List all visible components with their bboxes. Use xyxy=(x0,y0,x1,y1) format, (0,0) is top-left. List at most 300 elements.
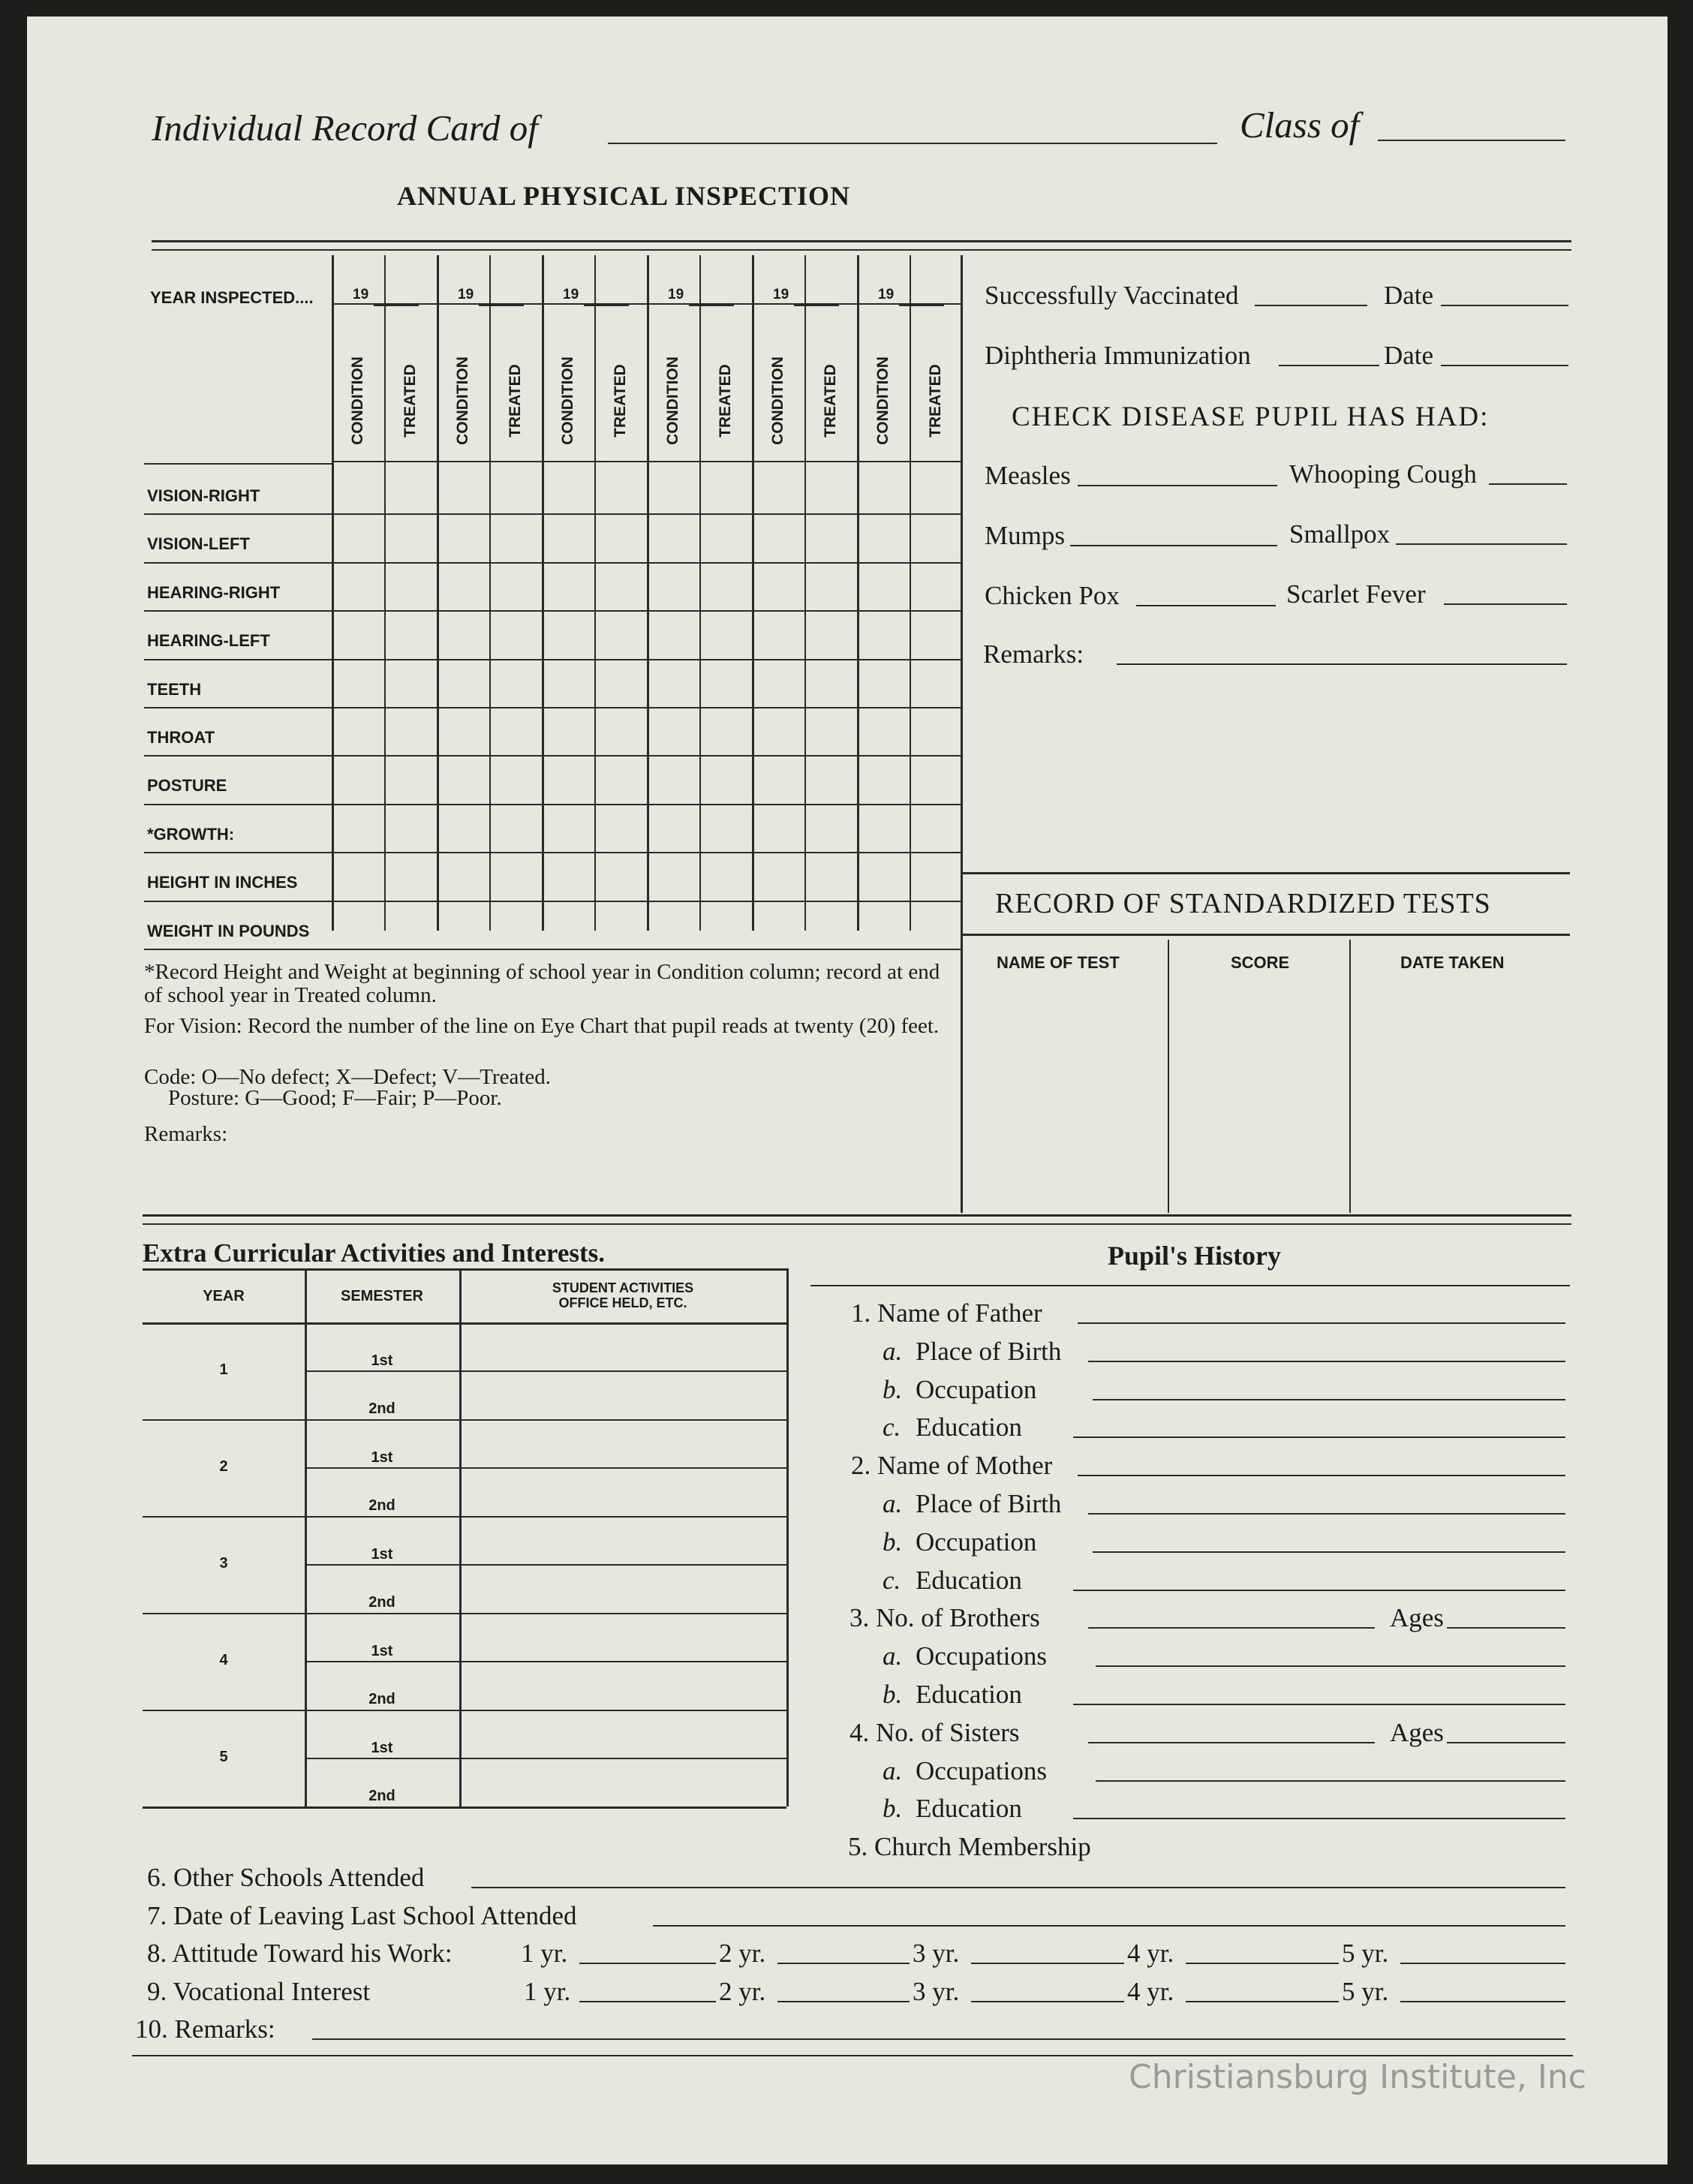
measles-blank[interactable] xyxy=(1078,485,1277,486)
inspection-cell[interactable] xyxy=(386,759,435,801)
inspection-cell[interactable] xyxy=(334,759,382,801)
vocational-yr-blank[interactable] xyxy=(579,2001,716,2002)
diphtheria-date-blank[interactable] xyxy=(1441,365,1568,366)
activities-year-number: 1 xyxy=(219,1361,228,1378)
mid-double-rule xyxy=(143,1214,1571,1217)
inspection-cell[interactable] xyxy=(597,759,645,801)
inspection-cell[interactable] xyxy=(439,566,487,608)
inspection-cell[interactable] xyxy=(754,614,802,656)
date-leaving-label: 7. Date of Leaving Last School Attended xyxy=(147,1900,577,1930)
activities-year-divider xyxy=(305,1268,307,1806)
brothers-education-blank[interactable] xyxy=(1073,1704,1565,1705)
inspection-cell[interactable] xyxy=(544,856,592,898)
inspection-cell[interactable] xyxy=(492,566,540,608)
year-blank[interactable] xyxy=(794,305,839,306)
attitude-label: 8. Attitude Toward his Work: xyxy=(147,1939,453,1968)
attitude-yr-label: 5 yr. xyxy=(1342,1939,1389,1968)
inspection-cell[interactable] xyxy=(649,614,697,656)
vocational-yr-blank[interactable] xyxy=(1186,2001,1339,2002)
mother-occupation-marker: b. xyxy=(883,1527,903,1557)
father-education-label: Education xyxy=(916,1412,1022,1442)
treated-column-divider xyxy=(594,255,596,931)
year-blank[interactable] xyxy=(689,305,734,306)
code-line: Code: O—No defect; X—Defect; V—Treated. xyxy=(144,1065,552,1089)
semester-2nd: 2nd xyxy=(368,1497,395,1514)
semester-rule xyxy=(305,1661,786,1662)
scarlet-fever-blank[interactable] xyxy=(1444,603,1567,605)
diphtheria-blank[interactable] xyxy=(1279,365,1379,366)
year-inspected-label: YEAR INSPECTED.... xyxy=(150,288,314,307)
inspection-cell[interactable] xyxy=(492,808,540,850)
sisters-label: 4. No. of Sisters xyxy=(850,1718,1020,1747)
inspection-cell[interactable] xyxy=(859,566,907,608)
immunization-remarks-label: Remarks: xyxy=(983,639,1084,669)
activities-year-number: 5 xyxy=(219,1749,228,1765)
scarlet-fever-label: Scarlet Fever xyxy=(1286,579,1426,609)
inspection-cell[interactable] xyxy=(334,711,382,753)
father-education-marker: c. xyxy=(883,1412,901,1442)
year-blank[interactable] xyxy=(479,305,524,306)
mumps-blank[interactable] xyxy=(1070,545,1277,546)
inspection-row-rule xyxy=(144,949,961,950)
header-bottom-rule xyxy=(332,461,961,462)
activity-cell-1st[interactable] xyxy=(462,1422,783,1464)
inspection-row-label: TEETH xyxy=(147,679,202,699)
inspection-row-label: WEIGHT IN POUNDS xyxy=(147,921,310,940)
semester-1st: 1st xyxy=(371,1352,393,1369)
inspection-cell[interactable] xyxy=(544,469,592,511)
inspection-remarks-label: Remarks: xyxy=(144,1122,228,1146)
inspection-cell[interactable] xyxy=(702,711,750,753)
treated-column-divider xyxy=(910,255,911,931)
inspection-cell[interactable] xyxy=(386,517,435,559)
posture-line: Posture: G—Good; F—Fair; P—Poor. xyxy=(168,1086,502,1110)
year-prefix: 19 xyxy=(563,287,579,302)
year-rule xyxy=(143,1613,786,1614)
inspection-cell[interactable] xyxy=(912,711,958,753)
inspection-cell[interactable] xyxy=(544,711,592,753)
attitude-yr-label: 4 yr. xyxy=(1127,1939,1174,1968)
treated-column-divider xyxy=(804,255,806,931)
inspection-cell[interactable] xyxy=(912,469,958,511)
final-remarks-blank[interactable] xyxy=(312,2038,1565,2040)
treated-header: TREATED xyxy=(401,364,419,438)
inspection-cell[interactable] xyxy=(807,711,855,753)
inspection-cell[interactable] xyxy=(492,711,540,753)
inspection-cell[interactable] xyxy=(859,614,907,656)
vocational-label: 9. Vocational Interest xyxy=(147,1977,371,2006)
brothers-ages-blank[interactable] xyxy=(1447,1627,1565,1629)
center-divider xyxy=(961,255,963,1213)
inspection-row-rule xyxy=(144,804,961,805)
treated-header: TREATED xyxy=(927,364,944,438)
inspection-row-rule xyxy=(144,707,961,708)
condition-header: CONDITION xyxy=(349,356,366,445)
tests-col-date: DATE TAKEN xyxy=(1400,953,1505,972)
inspection-cell[interactable] xyxy=(334,517,382,559)
activities-header-rule xyxy=(143,1322,786,1325)
inspection-cell[interactable] xyxy=(859,904,907,946)
inspection-cell[interactable] xyxy=(439,856,487,898)
inspection-cell[interactable] xyxy=(439,904,487,946)
treated-column-divider xyxy=(489,255,491,931)
chicken-pox-blank[interactable] xyxy=(1136,605,1276,606)
father-birth-blank[interactable] xyxy=(1088,1361,1565,1362)
inspection-cell[interactable] xyxy=(807,663,855,705)
inspection-cell[interactable] xyxy=(702,469,750,511)
inspection-row-label: HEARING-LEFT xyxy=(147,631,270,651)
sisters-education-blank[interactable] xyxy=(1073,1818,1565,1819)
inspection-cell[interactable] xyxy=(702,759,750,801)
inspection-cell[interactable] xyxy=(702,566,750,608)
tests-col-name: NAME OF TEST xyxy=(997,953,1120,972)
inspection-cell[interactable] xyxy=(807,469,855,511)
inspection-cell[interactable] xyxy=(439,469,487,511)
inspection-cell[interactable] xyxy=(386,808,435,850)
inspection-cell[interactable] xyxy=(597,663,645,705)
tests-col-divider-2 xyxy=(1349,940,1351,1213)
mother-occupation-blank[interactable] xyxy=(1093,1551,1565,1553)
brothers-count-blank[interactable] xyxy=(1088,1627,1375,1629)
condition-header: CONDITION xyxy=(454,356,471,445)
record-card-label: Individual Record Card of xyxy=(152,107,538,149)
inspection-cell[interactable] xyxy=(334,856,382,898)
vocational-yr-blank[interactable] xyxy=(971,2001,1124,2002)
sisters-occupations-label: Occupations xyxy=(916,1756,1047,1785)
condition-header: CONDITION xyxy=(664,356,681,445)
inspection-cell[interactable] xyxy=(649,663,697,705)
activity-cell-2nd[interactable] xyxy=(462,1664,783,1706)
year-prefix: 19 xyxy=(773,287,789,302)
vocational-yr-label: 2 yr. xyxy=(719,1977,766,2006)
inspection-cell[interactable] xyxy=(754,566,802,608)
inspection-cell[interactable] xyxy=(807,856,855,898)
inspection-row-rule xyxy=(144,659,961,660)
inspection-cell[interactable] xyxy=(702,904,750,946)
inspection-row-label: *GROWTH: xyxy=(147,824,235,844)
semester-rule xyxy=(305,1758,786,1759)
brothers-occupations-marker: a. xyxy=(883,1641,903,1671)
sisters-occupations-blank[interactable] xyxy=(1096,1780,1565,1782)
inspection-cell[interactable] xyxy=(544,904,592,946)
inspection-cell[interactable] xyxy=(386,469,435,511)
inspection-cell[interactable] xyxy=(544,517,592,559)
inspection-cell[interactable] xyxy=(912,566,958,608)
sisters-occupations-marker: a. xyxy=(883,1756,903,1785)
inspection-cell[interactable] xyxy=(649,856,697,898)
activities-year-number: 2 xyxy=(219,1458,228,1475)
inspection-cell[interactable] xyxy=(439,808,487,850)
activities-heading: Extra Curricular Activities and Interests. xyxy=(143,1238,606,1268)
activity-cell-1st[interactable] xyxy=(462,1616,783,1658)
inspection-cell[interactable] xyxy=(597,614,645,656)
whooping-cough-blank[interactable] xyxy=(1489,483,1567,485)
immunization-remarks-blank[interactable] xyxy=(1117,663,1567,665)
father-blank[interactable] xyxy=(1078,1322,1565,1324)
date-leaving-blank[interactable] xyxy=(653,1925,1565,1927)
inspection-cell[interactable] xyxy=(334,663,382,705)
activities-col-student: STUDENT ACTIVITIES xyxy=(552,1280,694,1295)
inspection-cell[interactable] xyxy=(912,759,958,801)
inspection-cell[interactable] xyxy=(807,614,855,656)
inspection-cell[interactable] xyxy=(912,808,958,850)
inspection-row-rule xyxy=(144,562,961,564)
activity-cell-1st[interactable] xyxy=(462,1325,783,1367)
inspection-cell[interactable] xyxy=(649,904,697,946)
year-rule xyxy=(143,1419,786,1421)
activity-cell-1st[interactable] xyxy=(462,1713,783,1755)
inspection-cell[interactable] xyxy=(859,808,907,850)
inspection-cell[interactable] xyxy=(544,566,592,608)
father-birth-marker: a. xyxy=(883,1337,903,1366)
activity-cell-2nd[interactable] xyxy=(462,1470,783,1512)
vaccinated-date-label: Date xyxy=(1384,281,1434,310)
inspection-cell[interactable] xyxy=(912,614,958,656)
inspection-cell[interactable] xyxy=(754,711,802,753)
condition-header: CONDITION xyxy=(769,356,786,445)
vocational-yr-blank[interactable] xyxy=(1400,2001,1565,2002)
inspection-cell[interactable] xyxy=(439,759,487,801)
inspection-cell[interactable] xyxy=(544,614,592,656)
other-schools-label: 6. Other Schools Attended xyxy=(147,1863,425,1892)
brothers-label: 3. No. of Brothers xyxy=(850,1603,1040,1632)
inspection-cell[interactable] xyxy=(912,517,958,559)
inspection-cell[interactable] xyxy=(754,808,802,850)
vocational-yr-blank[interactable] xyxy=(777,2001,910,2002)
inspection-cell[interactable] xyxy=(859,517,907,559)
inspection-cell[interactable] xyxy=(859,759,907,801)
activities-col-semester: SEMESTER xyxy=(340,1288,424,1304)
inspection-cell[interactable] xyxy=(807,517,855,559)
attitude-yr-blank[interactable] xyxy=(579,1963,716,1964)
brothers-occupations-blank[interactable] xyxy=(1096,1665,1565,1667)
semester-1st: 1st xyxy=(371,1449,393,1466)
inspection-cell[interactable] xyxy=(649,469,697,511)
activities-year-number: 4 xyxy=(219,1652,228,1668)
inspection-cell[interactable] xyxy=(597,469,645,511)
inspection-cell[interactable] xyxy=(492,904,540,946)
father-occupation-label: Occupation xyxy=(916,1375,1037,1404)
inspection-cell[interactable] xyxy=(386,904,435,946)
father-occupation-blank[interactable] xyxy=(1093,1399,1565,1400)
inspection-row-rule xyxy=(144,610,961,612)
inspection-cell[interactable] xyxy=(334,566,382,608)
attitude-yr-blank[interactable] xyxy=(1400,1963,1565,1964)
inspection-cell[interactable] xyxy=(334,808,382,850)
inspection-cell[interactable] xyxy=(386,663,435,705)
inspection-cell[interactable] xyxy=(334,614,382,656)
activity-cell-2nd[interactable] xyxy=(462,1373,783,1415)
inspection-cell[interactable] xyxy=(334,469,382,511)
church-label: 5. Church Membership xyxy=(848,1832,1091,1861)
activities-top-rule xyxy=(143,1268,786,1271)
growth-note: *Record Height and Weight at beginning of school year in Condition column; record at end of school year in Treated column. xyxy=(144,960,940,1007)
inspection-cell[interactable] xyxy=(439,517,487,559)
diphtheria-label: Diphtheria Immunization xyxy=(985,341,1251,370)
inspection-cell[interactable] xyxy=(439,614,487,656)
inspection-cell[interactable] xyxy=(754,759,802,801)
vocational-yr-label: 5 yr. xyxy=(1342,1977,1389,2006)
inspection-cell[interactable] xyxy=(492,663,540,705)
inspection-cell[interactable] xyxy=(492,614,540,656)
inspection-cell[interactable] xyxy=(334,904,382,946)
inspection-cell[interactable] xyxy=(492,517,540,559)
class-year-blank[interactable] xyxy=(1378,140,1565,141)
inspection-cell[interactable] xyxy=(439,663,487,705)
condition-header: CONDITION xyxy=(559,356,576,445)
attitude-yr-blank[interactable] xyxy=(971,1963,1124,1964)
year-prefix: 19 xyxy=(353,287,369,302)
year-blank[interactable] xyxy=(584,305,629,306)
tests-col-score: SCORE xyxy=(1231,953,1290,972)
vaccinated-blank[interactable] xyxy=(1255,305,1367,306)
inspection-cell[interactable] xyxy=(702,614,750,656)
mother-education-blank[interactable] xyxy=(1073,1590,1565,1591)
inspection-row-label: THROAT xyxy=(147,728,215,747)
inspection-cell[interactable] xyxy=(492,856,540,898)
inspection-row-rule xyxy=(144,513,961,515)
inspection-cell[interactable] xyxy=(912,904,958,946)
semester-1st: 1st xyxy=(371,1740,393,1756)
sisters-education-marker: b. xyxy=(883,1794,903,1823)
attitude-yr-label: 2 yr. xyxy=(719,1939,766,1968)
year-blank[interactable] xyxy=(899,305,944,306)
mother-birth-blank[interactable] xyxy=(1088,1513,1565,1515)
inspection-cell[interactable] xyxy=(754,856,802,898)
semester-2nd: 2nd xyxy=(368,1788,395,1804)
inspection-cell[interactable] xyxy=(597,711,645,753)
inspection-cell[interactable] xyxy=(544,759,592,801)
mumps-label: Mumps xyxy=(985,521,1065,550)
inspection-cell[interactable] xyxy=(597,856,645,898)
year-blank[interactable] xyxy=(374,305,419,306)
class-label: Class of xyxy=(1240,104,1360,146)
vocational-yr-label: 4 yr. xyxy=(1127,1977,1174,2006)
sisters-education-label: Education xyxy=(916,1794,1022,1823)
year-prefix: 19 xyxy=(668,287,684,302)
inspection-cell[interactable] xyxy=(386,566,435,608)
activities-year-number: 3 xyxy=(219,1555,228,1572)
inspection-cell[interactable] xyxy=(439,711,487,753)
inspection-cell[interactable] xyxy=(649,759,697,801)
inspection-cell[interactable] xyxy=(702,517,750,559)
other-schools-blank[interactable] xyxy=(471,1887,1565,1888)
vaccinated-date-blank[interactable] xyxy=(1441,305,1568,306)
inspection-cell[interactable] xyxy=(754,904,802,946)
tests-top-rule xyxy=(961,872,1570,874)
inspection-cell[interactable] xyxy=(702,808,750,850)
inspection-cell[interactable] xyxy=(649,517,697,559)
inspection-cell[interactable] xyxy=(754,517,802,559)
inspection-cell[interactable] xyxy=(702,856,750,898)
inspection-cell[interactable] xyxy=(807,566,855,608)
father-education-blank[interactable] xyxy=(1073,1436,1565,1438)
inspection-cell[interactable] xyxy=(597,566,645,608)
mother-blank[interactable] xyxy=(1078,1475,1565,1476)
inspection-cell[interactable] xyxy=(807,808,855,850)
vision-note: For Vision: Record the number of the line on Eye Chart that pupil reads at twenty (20) feet. xyxy=(144,1014,940,1038)
smallpox-blank[interactable] xyxy=(1396,543,1567,545)
inspection-cell[interactable] xyxy=(859,663,907,705)
inspection-cell[interactable] xyxy=(859,469,907,511)
inspection-cell[interactable] xyxy=(754,663,802,705)
mother-birth-marker: a. xyxy=(883,1489,903,1518)
condition-header: CONDITION xyxy=(874,356,892,445)
attitude-yr-label: 3 yr. xyxy=(913,1939,960,1968)
inspection-cell[interactable] xyxy=(649,808,697,850)
inspection-cell[interactable] xyxy=(492,759,540,801)
sisters-count-blank[interactable] xyxy=(1088,1742,1375,1743)
inspection-cell[interactable] xyxy=(544,663,592,705)
inspection-cell[interactable] xyxy=(597,904,645,946)
inspection-cell[interactable] xyxy=(859,856,907,898)
mother-label: 2. Name of Mother xyxy=(851,1451,1053,1480)
inspection-cell[interactable] xyxy=(597,808,645,850)
footer-rule xyxy=(132,2055,1573,2056)
inspection-cell[interactable] xyxy=(807,759,855,801)
inspection-cell[interactable] xyxy=(386,856,435,898)
semester-2nd: 2nd xyxy=(368,1594,395,1611)
year-prefix: 19 xyxy=(878,287,895,302)
activity-cell-1st[interactable] xyxy=(462,1519,783,1561)
sisters-ages-blank[interactable] xyxy=(1447,1742,1565,1743)
activity-cell-2nd[interactable] xyxy=(462,1567,783,1609)
tests-heading: RECORD OF STANDARDIZED TESTS xyxy=(995,888,1491,919)
inspection-row-rule xyxy=(144,901,961,902)
mother-birth-label: Place of Birth xyxy=(916,1489,1062,1518)
inspection-cell[interactable] xyxy=(544,808,592,850)
inspection-row-label: VISION-RIGHT xyxy=(147,486,260,505)
history-heading-rule xyxy=(810,1285,1570,1286)
sisters-ages-label: Ages xyxy=(1390,1718,1444,1747)
inspection-cell[interactable] xyxy=(754,469,802,511)
inspection-cell[interactable] xyxy=(912,663,958,705)
inspection-cell[interactable] xyxy=(912,856,958,898)
inspection-cell[interactable] xyxy=(807,904,855,946)
inspection-cell[interactable] xyxy=(859,711,907,753)
treated-header: TREATED xyxy=(612,364,629,438)
inspection-cell[interactable] xyxy=(702,663,750,705)
attitude-yr-label: 1 yr. xyxy=(521,1939,568,1968)
attitude-yr-blank[interactable] xyxy=(1186,1963,1339,1964)
inspection-cell[interactable] xyxy=(386,614,435,656)
student-name-blank[interactable] xyxy=(608,143,1217,144)
year-row-rule xyxy=(332,303,961,305)
inspection-cell[interactable] xyxy=(386,711,435,753)
semester-2nd: 2nd xyxy=(368,1691,395,1707)
tests-col-divider-1 xyxy=(1168,940,1169,1213)
mother-occupation-label: Occupation xyxy=(916,1527,1037,1557)
chicken-pox-label: Chicken Pox xyxy=(985,581,1120,610)
attitude-yr-blank[interactable] xyxy=(777,1963,910,1964)
activities-bottom-rule xyxy=(143,1806,786,1809)
activities-col-year: YEAR xyxy=(203,1288,245,1304)
inspection-cell[interactable] xyxy=(649,711,697,753)
diphtheria-date-label: Date xyxy=(1384,341,1434,370)
father-birth-label: Place of Birth xyxy=(916,1337,1062,1366)
treated-column-divider xyxy=(699,255,701,931)
brothers-education-label: Education xyxy=(916,1680,1022,1709)
brothers-education-marker: b. xyxy=(883,1680,903,1709)
activity-cell-2nd[interactable] xyxy=(462,1761,783,1803)
inspection-cell[interactable] xyxy=(492,469,540,511)
inspection-cell[interactable] xyxy=(597,517,645,559)
inspection-row-rule xyxy=(144,852,961,853)
inspection-cell[interactable] xyxy=(649,566,697,608)
vocational-yr-label: 1 yr. xyxy=(524,1977,571,2006)
treated-header: TREATED xyxy=(507,364,524,438)
record-card xyxy=(27,17,1667,2164)
